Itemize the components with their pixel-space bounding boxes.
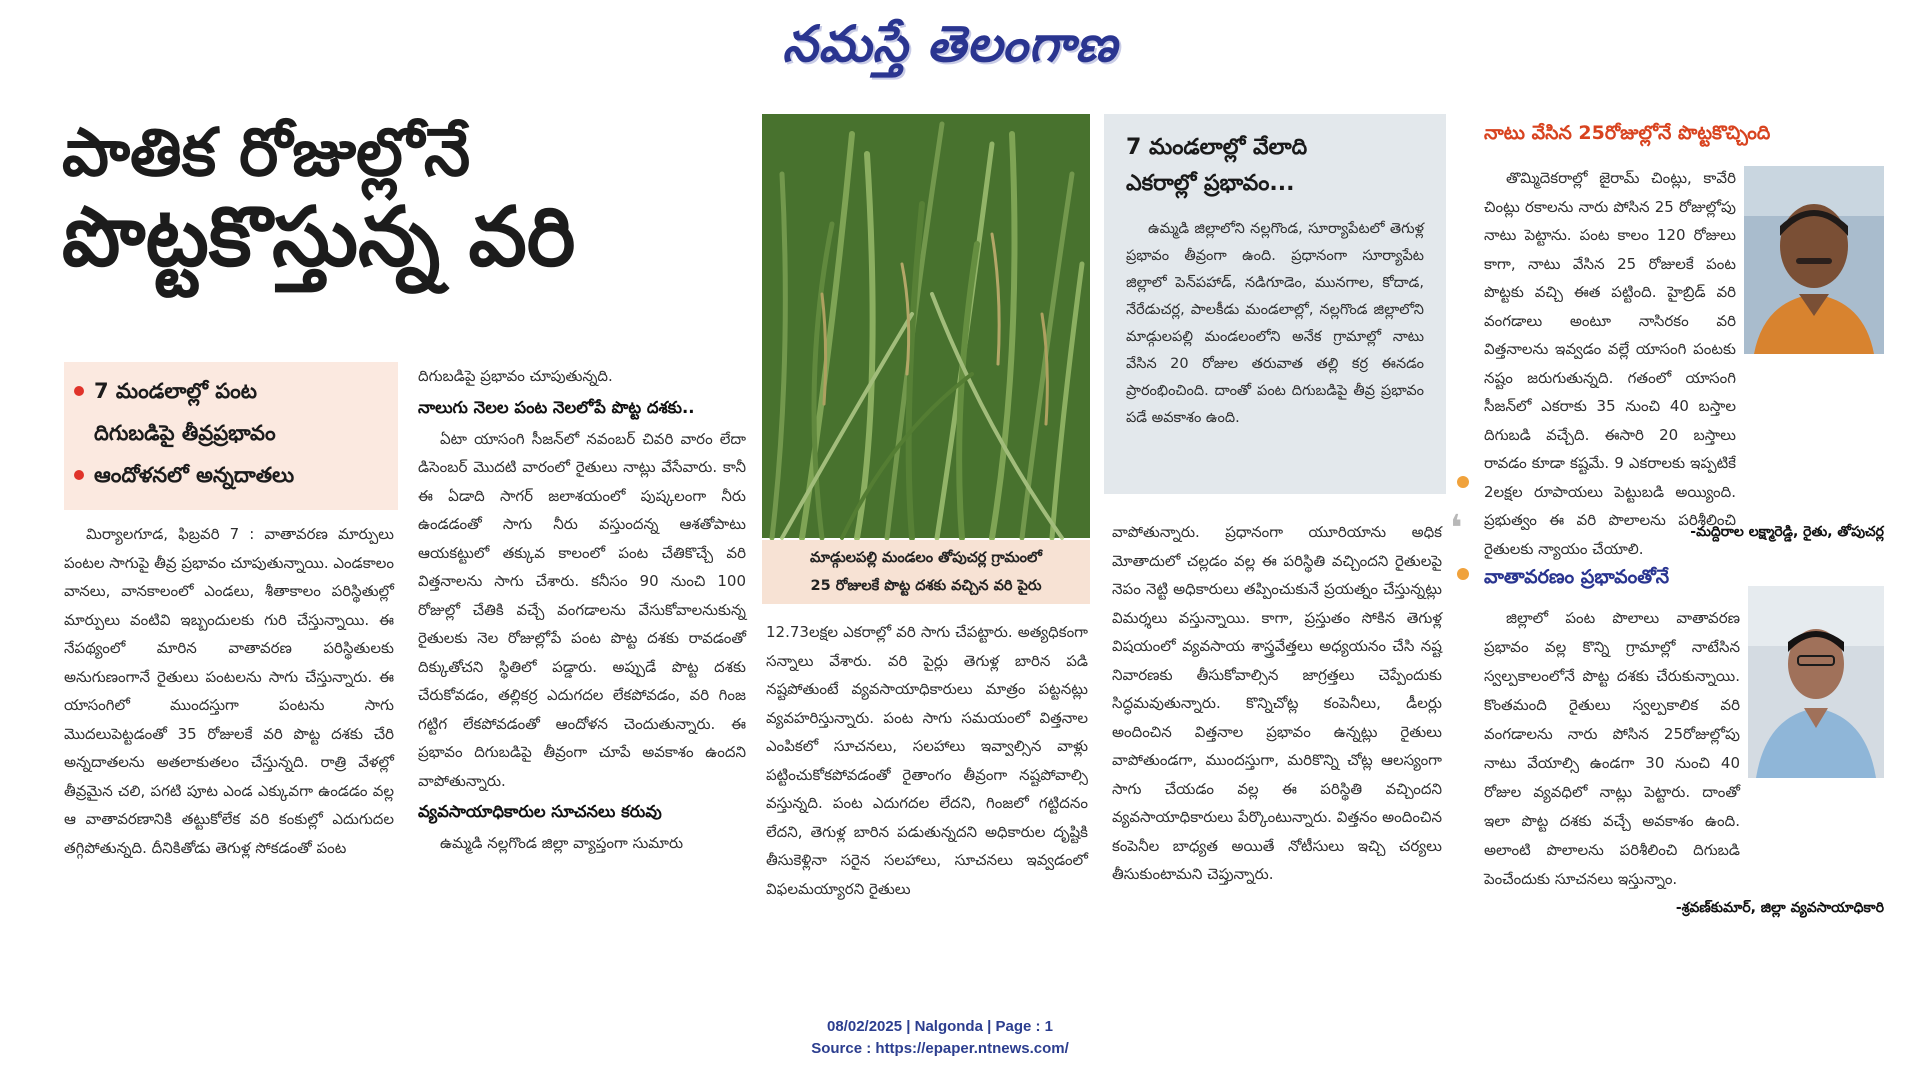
quote-heading: వాతావరణం ప్రభావంతోనే xyxy=(1484,566,1670,588)
highlights-box xyxy=(64,362,398,510)
article-paragraph: దిగుబడిపై ప్రభావం చూపుతున్నది. xyxy=(418,367,613,385)
farmer-portrait-photo xyxy=(1744,166,1884,354)
highlight-text: 7 మండలాల్లో పంట xyxy=(94,379,258,403)
bullet-dot-icon xyxy=(74,470,84,480)
paddy-field-photo xyxy=(762,114,1090,538)
main-headline xyxy=(62,114,752,286)
info-box-body xyxy=(1126,216,1424,432)
info-box-paragraph: ఉమ్మడి జిల్లాలోని నల్లగొండ, సూర్యాపేటలో తెగుళ్ల ప్రభావం తీవ్రంగా ఉంది. ప్రధానంగా సూర్యాపేట జిల్లాలో పెన్‌పహాడ్, నడిగూడెం, మునగాల, కోదాడ, నేరేడుచర్ల, పాలకీడు మండలాల్లో, నల్లగొండ జిల్లాలోని మాడ్గులపల్లి మండలంలోని అనేక గ్రామాల్లో నాటు వేసిన 20 రోజుల తరువాత తల్లి కర్ర ఈనడం ప్రారంభించింది. దాంతో పంట దిగుబడిపై తీవ్ర ప్రభావం పడే అవకాశం ఉంది. xyxy=(1126,221,1424,426)
highlight-item xyxy=(74,370,388,454)
quote-byline: -మద్దిరాల లక్ష్మారెడ్డి, రైతు, తోపుచర్ల xyxy=(1690,524,1884,540)
caption-line: మాడ్గులపల్లి మండలం తోపుచర్ల గ్రామంలో xyxy=(810,550,1042,566)
article-paragraph: 12.73లక్షల ఎకరాల్లో వరి సాగు చేపట్టారు. అత్యధికంగా సన్నాలు వేశారు. వరి పైర్లు తెగుళ్ల బారిన పడి నష్టపోతుంటే వ్యవసాయాధికారులు మాత్రం పట్టనట్లు వ్యవహరిస్తున్నారు. పంట సాగు సమయంలో విత్తనాల ఎంపికలో సూచనలు, సలహాలు ఇవ్వాల్సిన వాళ్లు పట్టించుకోకపోవడంతో రైతాంగం తీవ్రంగా నష్టపోవాల్సి వస్తున్నది. పంట ఎదుగదల లేదని, గింజలో గట్టిదనం లేదని, తెగుళ్ల బారిన పడుతున్నదని అధికారుల దృష్టికి తీసుకెళ్లినా సరైన సలహాలు, సూచనలు ఇవ్వడంలో విఫలమయ్యారని రైతులు xyxy=(766,623,1088,898)
article-column-1 xyxy=(64,520,394,920)
quote-2-body-top xyxy=(1484,604,1740,888)
headline-line-2: పొట్టకొస్తున్న వరి xyxy=(62,190,576,286)
article-paragraph: ఉమ్మడి నల్లగొండ జిల్లా వ్యాప్తంగా సుమారు xyxy=(440,834,684,852)
highlight-text: దిగుబడిపై తీవ్రప్రభావం xyxy=(94,421,276,445)
divider-dot-icon xyxy=(1457,476,1469,488)
subheading: వ్యవసాయాధికారుల సూచనలు కరువు xyxy=(418,802,662,821)
info-box-heading xyxy=(1126,130,1424,202)
article-paragraph: మిర్యాలగూడ, ఫిబ్రవరి 7 : వాతావరణ మార్పులు పంటల సాగుపై తీవ్ర ప్రభావం చూపుతున్నాయి. ఎండకాలం వానలు, వానకాలంలో ఎండలు, శీతాకాలం పరిస్థితుల్లో మార్పులు వంటివి ఇబ్బందులకు గురి చేస్తున్నాయి. ఈ నేపథ్యంలో మారిన వాతావరణ పరిస్థితులకు అనుగుణంగానే రైతులు పంటలను సాగు చేస్తున్నారు. ఈ యాసంగిలో ముందస్తుగా పంటను సాగు మొదలుపెట్టడంతో 35 రోజులకే వరి పొట్ట దశకు చేరి అన్నదాతలను అతలాకుతలం చేస్తున్నది. రాత్రి వేళల్లో తీవ్రమైన చలి, పగటి పూట ఎండ ఎక్కువగా ఉండడం వల్ల ఆ వాతావరణానికి తట్టుకోలేక వరి కంకుల్లో ఎదుగుదల తగ్గిపోతున్నది. దీనికితోడు తెగుళ్ల సోకడంతో పంట xyxy=(64,525,394,857)
quote-paragraph: తొమ్మిదెకరాల్లో జైరామ్ చింట్లు, కావేరి చింట్లు రకాలను నారు పోసిన 25 రోజుల్లోపు నాటు పెట్టాను. పంట కాలం 120 రోజులు కాగా, నాటు వేసిన 25 రోజులకే పంట పొట్టకు వచ్చి ఈత పట్టింది. హైబ్రిడ్ వరి వంగడాలు అంటూ నాసిరకం వరి విత్తనాలను ఇవ్వడం వల్లే యాసంగి పంటకు నష్టం జరుగుతున్నది. గతంలో యాసంగి సీజన్‌లో ఎకరాకు 35 నుంచి 40 బస్తాల దిగుబడి వచ్చేది. ఈసారి 20 బస్తాలు రావడం కూడా కష్టమే. 9 ఎకరాలకు ఇప్పటికే 2లక్షల రూపాయలు పెట్టుబడి అయ్యింది. ప్రభుత్వం ఈ వరి పొలాలను పరిశీలించి రైతులకు న్యాయం చేయాలి. xyxy=(1484,169,1736,558)
divider-dot-icon xyxy=(1457,568,1469,580)
newspaper-masthead: నమస్తే తెలంగాణ xyxy=(782,15,1118,73)
info-box-heading-line: ఎకరాల్లో ప్రభావం... xyxy=(1126,171,1295,196)
quote-byline: -శ్రవణ్‌కుమార్, జిల్లా వ్యవసాయాధికారి xyxy=(1675,900,1884,916)
info-box xyxy=(1104,114,1446,494)
quote-heading: నాటు వేసిన 25రోజుల్లోనే పొట్టకొచ్చింది xyxy=(1484,122,1771,144)
photo-caption xyxy=(762,540,1090,604)
quote-1-body-bottom xyxy=(1484,364,1884,514)
page-footer xyxy=(760,1016,1120,1060)
highlight-item xyxy=(74,454,388,496)
article-paragraph: ఏటా యాసంగి సీజన్‌లో నవంబర్ చివరి వారం లేదా డిసెంబర్ మొదటి వారంలో రైతులు నాట్లు వేసేవారు. కానీ ఈ ఏడాది సాగర్ జలాశయంలో పుష్కలంగా నీరు ఉండడంతో సాగు నీరు వస్తుందన్న ఆశతోపాటు ఆయకట్టులో తక్కువ కాలంలో పంట చేతికొచ్చే వరి విత్తనాలను సాగు చేశారు. కనీసం 90 నుంచి 100 రోజుల్లో చేతికి వచ్చే వంగడాలను వేసుకోవాలనుకున్న రైతులకు నెల రోజుల్లోపే పంట పొట్ట దశకు రావడంతో దిక్కుతోచని స్థితిలో పడ్డారు. అప్పుడే పొట్ట దశకు చేరుకోవడం, తల్లికర్ర ఎదుగదల లేకపోవడం, వరి గింజ గట్టిగ లేకపోవడంతో ఆందోళన చెందుతున్నారు. ఈ ప్రభావం దిగుబడిపై తీవ్రంగా చూపే అవకాశం ఉందని వాపోతున్నారు. xyxy=(418,429,746,790)
subheading: నాలుగు నెలల పంట నెలలోపే పొట్ట దశకు.. xyxy=(418,397,695,417)
quote-paragraph: జిల్లాలో పంట పొలాలు వాతావరణ ప్రభావం వల్ల కొన్ని గ్రామాల్లో నాటేసిన స్వల్పకాలంలోనే పొట్ట దశకు చేరుకున్నాయి. కొంతమంది రైతులు స్వల్పకాలిక వరి వంగడాలను నారు పోసిన 25రోజుల్లోపు నాటు వేయాల్సి ఉండగా 30 నుంచి 40 రోజుల వ్యవధిలో నాట్లు పెట్టారు. దాంతో ఇలా పొట్ట దశకు వచ్చే అవకాశం ఉంది. అలాంటి పొలాలను పరిశీలించి దిగుబడి పెంచేందుకు సూచనలు ఇస్తున్నాం. xyxy=(1484,609,1740,888)
headline-line-1: పాతిక రోజుల్లోనే xyxy=(62,114,471,191)
quote-2-body-bottom xyxy=(1484,779,1884,895)
footer-date-line: 08/02/2025 | Nalgonda | Page : 1 xyxy=(827,1018,1053,1035)
quote-1-body-top xyxy=(1484,164,1736,558)
article-column-3 xyxy=(766,618,1088,918)
quote-mark-icon: ❛ xyxy=(1450,508,1463,549)
article-column-4 xyxy=(1112,518,1442,928)
caption-line: 25 రోజులకే పొట్ట దశకు వచ్చిన వరి పైరు xyxy=(810,578,1042,594)
article-column-2 xyxy=(418,362,746,922)
bullet-dot-icon xyxy=(74,386,84,396)
highlight-text: ఆందోళనలో అన్నదాతలు xyxy=(94,463,295,487)
footer-source-line[interactable]: Source : https://epaper.ntnews.com/ xyxy=(811,1040,1069,1057)
info-box-heading-line: 7 మండలాల్లో వేలాది xyxy=(1126,135,1308,160)
article-paragraph: వాపోతున్నారు. ప్రధానంగా యూరియాను అధిక మోతాదులో చల్లడం వల్ల ఈ పరిస్థితి వచ్చిందని రైతులపై నెపం నెట్టి అధికారులు తప్పించుకునే ప్రయత్నం చేస్తున్నట్లు విమర్శలు వస్తున్నాయి. కాగా, ప్రస్తుతం సోకిన తెగుళ్ల విషయంలో వ్యవసాయ శాస్త్రవేత్తలు అధ్యయనం చేసి నష్ట నివారణకు తీసుకోవాల్సిన జాగ్రత్తలు చెప్పేందుకు సిద్ధమవుతున్నారు. కొన్నిచోట్ల కంపెనీలు, డీలర్లు అందించిన విత్తనాల ప్రభావం ఉన్నట్లు రైతులు వాపోతుండగా, ముందస్తుగా, మరికొన్ని చోట్ల ఆలస్యంగా సాగు చేయడం వల్ల ఈ పరిస్థితి వచ్చిందని వ్యవసాయాధికారులు పేర్కొంటున్నారు. విత్తనం అందించిన కంపెనీల బాధ్యత అయితే నోటీసులు ఇచ్చి చర్యలు తీసుకుంటామని చెప్తున్నారు. xyxy=(1112,523,1442,883)
officer-portrait-photo xyxy=(1748,586,1884,778)
